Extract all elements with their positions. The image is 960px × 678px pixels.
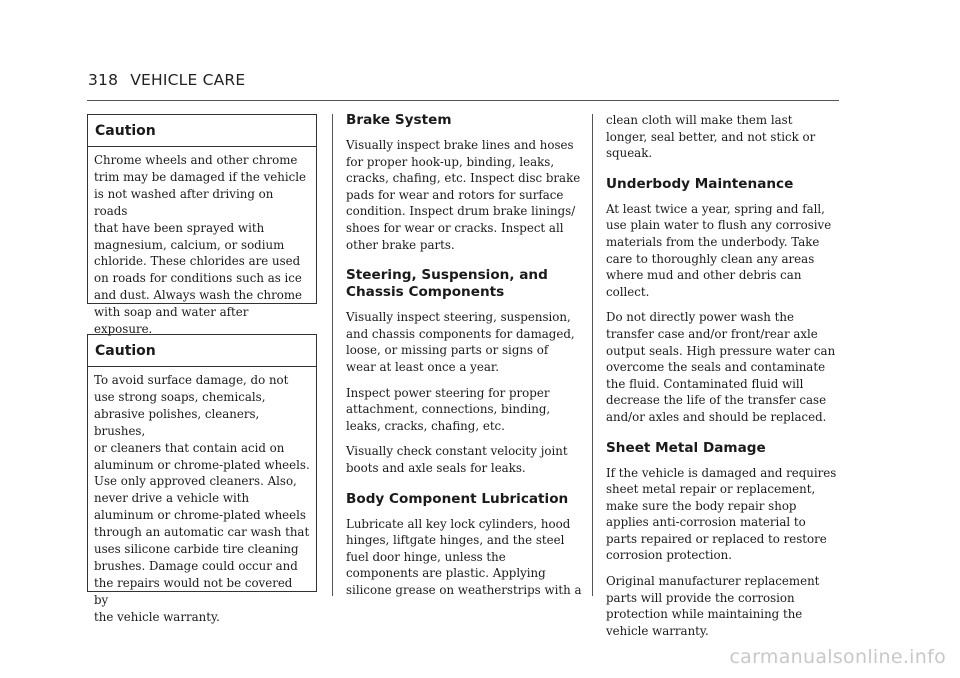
text-line: If the vehicle is damaged and requires: [606, 465, 837, 480]
text-line: Visually inspect steering, suspension,: [346, 310, 571, 325]
text-line: the fluid. Contaminated fluid will: [606, 376, 804, 391]
text-line: sheet metal repair or replacement,: [606, 482, 816, 497]
text-line: make sure the body repair shop: [606, 498, 797, 513]
heading-line: Sheet Metal Damage: [606, 439, 766, 456]
text-line: Do not directly power wash the: [606, 310, 794, 325]
text-line: Lubricate all key lock cylinders, hood: [346, 516, 571, 531]
heading-line: Steering, Suspension, and: [346, 267, 548, 284]
caution-line: through an automatic car wash that: [94, 525, 310, 540]
caution-text: [88, 367, 316, 626]
text-line: fuel door hinge, unless the: [346, 549, 506, 564]
text-line: attachment, connections, binding,: [346, 402, 551, 417]
body-paragraph: [346, 516, 582, 599]
body-paragraph: [606, 573, 842, 639]
text-line: parts will provide the corrosion: [606, 590, 795, 605]
caution-line: with soap and water after exposure.: [94, 305, 249, 337]
caution-line: and dust. Always wash the chrome: [94, 288, 302, 303]
section-heading: [346, 112, 582, 129]
caution-line: use strong soaps, chemicals,: [94, 389, 266, 404]
text-line: Inspect power steering for proper: [346, 385, 550, 400]
body-paragraph: [606, 309, 842, 425]
caution-line: never drive a vehicle with: [94, 491, 250, 506]
column-right: [606, 112, 842, 648]
text-line: collect.: [606, 284, 650, 299]
section-heading: [606, 176, 842, 193]
caution-line: Use only approved cleaners. Also,: [94, 474, 297, 489]
caution-line: magnesium, calcium, or sodium: [94, 237, 285, 252]
caution-line: trim may be damaged if the vehicle: [94, 169, 306, 184]
section-title: VEHICLE CARE: [130, 71, 246, 89]
text-line: clean cloth will make them last: [606, 113, 793, 127]
section-heading: [346, 491, 582, 508]
text-line: materials from the underbody. Take: [606, 234, 820, 249]
text-line: silicone grease on weatherstrips with a: [346, 582, 582, 597]
text-line: Visually check constant velocity joint: [346, 444, 568, 459]
text-line: Visually inspect brake lines and hoses: [346, 138, 574, 152]
text-line: vehicle warranty.: [606, 623, 709, 638]
text-line: hinges, liftgate hinges, and the steel: [346, 533, 565, 548]
text-line: and chassis components for damaged,: [346, 326, 575, 341]
heading-line: Brake System: [346, 112, 452, 128]
caution-line: aluminum or chrome-plated wheels.: [94, 457, 310, 472]
text-line: cracks, chafing, etc. Inspect disc brake: [346, 171, 581, 186]
caution-line: chloride. These chlorides are used: [94, 254, 301, 269]
heading-line: Body Component Lubrication: [346, 490, 569, 507]
body-paragraph: [606, 201, 842, 301]
caution-line: To avoid surface damage, do not: [94, 373, 289, 387]
caution-line: or cleaners that contain acid on: [94, 440, 285, 455]
caution-line: brushes. Damage could occur and: [94, 558, 298, 573]
caution-title: Caution: [88, 115, 316, 147]
body-paragraph: [606, 465, 842, 565]
text-line: decrease the life of the transfer case: [606, 393, 827, 408]
heading-line: Underbody Maintenance: [606, 175, 794, 192]
text-line: where mud and other debris can: [606, 268, 802, 283]
text-line: care to thoroughly clean any areas: [606, 251, 815, 266]
column-divider: [592, 114, 593, 596]
page-number: 318: [88, 71, 119, 89]
text-line: corrosion protection.: [606, 548, 732, 563]
caution-box-chrome: [87, 114, 317, 337]
caution-line: Chrome wheels and other chrome: [94, 153, 298, 167]
text-line: transfer case and/or front/rear axle: [606, 326, 818, 341]
body-paragraph: [346, 309, 582, 375]
body-paragraph: [346, 443, 582, 476]
caution-line: that have been sprayed with: [94, 220, 265, 235]
watermark: carmanualsonline.info: [729, 646, 946, 668]
text-line: output seals. High pressure water can: [606, 343, 836, 358]
text-line: parts repaired or replaced to restore: [606, 531, 827, 546]
text-line: shoes for wear or cracks. Inspect all: [346, 220, 564, 235]
text-line: use plain water to flush any corrosive: [606, 218, 832, 233]
header-rule: [87, 100, 839, 101]
body-paragraph: [346, 137, 582, 253]
text-line: condition. Inspect drum brake linings/: [346, 204, 576, 219]
heading-line: Chassis Components: [346, 284, 505, 301]
column-divider: [332, 114, 333, 596]
caution-box-cleaners: [87, 334, 317, 624]
caution-title: Caution: [88, 335, 316, 367]
text-line: applies anti-corrosion material to: [606, 515, 806, 530]
text-line: protection while maintaining the: [606, 607, 803, 622]
section-heading: [346, 267, 582, 301]
text-line: and/or axles and should be replaced.: [606, 409, 827, 424]
text-line: Original manufacturer replacement: [606, 574, 820, 589]
text-line: overcome the seals and contaminate: [606, 360, 826, 375]
text-line: wear at least once a year.: [346, 359, 499, 374]
text-line: At least twice a year, spring and fall,: [606, 201, 825, 216]
text-line: leaks, cracks, chafing, etc.: [346, 418, 505, 433]
text-line: boots and axle seals for leaks.: [346, 460, 526, 475]
caution-line: abrasive polishes, cleaners, brushes,: [94, 406, 260, 438]
text-line: pads for wear and rotors for surface: [346, 187, 564, 202]
caution-line: the repairs would not be covered by: [94, 575, 293, 607]
section-heading: [606, 440, 842, 457]
column-middle: [346, 112, 582, 607]
caution-line: the vehicle warranty.: [94, 609, 220, 624]
body-paragraph: [606, 112, 842, 162]
body-paragraph: [346, 385, 582, 435]
text-line: components are plastic. Applying: [346, 566, 546, 581]
text-line: for proper hook-up, binding, leaks,: [346, 154, 555, 169]
page-header: [88, 71, 245, 89]
text-line: longer, seal better, and not stick or: [606, 129, 816, 144]
caution-line: is not washed after driving on roads: [94, 186, 274, 218]
caution-line: uses silicone carbide tire cleaning: [94, 542, 299, 557]
text-line: squeak.: [606, 146, 653, 161]
caution-text: [88, 147, 316, 338]
caution-line: aluminum or chrome-plated wheels: [94, 508, 306, 523]
caution-line: on roads for conditions such as ice: [94, 271, 302, 286]
text-line: other brake parts.: [346, 237, 455, 252]
text-line: loose, or missing parts or signs of: [346, 343, 549, 358]
